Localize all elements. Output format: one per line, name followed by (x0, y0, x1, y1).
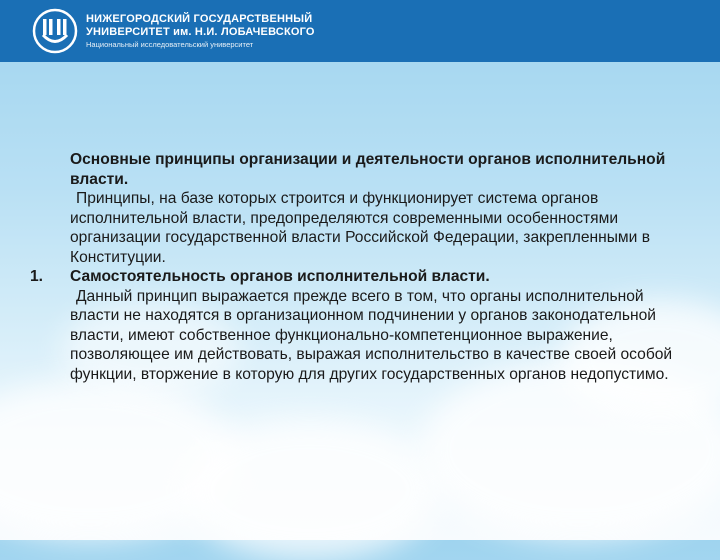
intro-paragraph: Принципы, на базе которых строится и функционирует система органов исполнительной власти, предопределяются современными особенностями организации государственной власти Российской Федерации, закрепленными в Конституции. (70, 190, 650, 266)
list-item-number: 1. (30, 268, 44, 285)
list-item-title (30, 267, 680, 287)
university-logo-icon (32, 8, 78, 54)
university-name-line1: НИЖЕГОРОДСКИЙ ГОСУДАРСТВЕННЫЙ (86, 13, 313, 25)
university-name-line2: УНИВЕРСИТЕТ им. Н.И. ЛОБАЧЕВСКОГО (86, 26, 315, 38)
university-subtitle: Национальный исследовательский университет (86, 40, 254, 49)
university-name (86, 13, 315, 51)
list-item-heading: Самостоятельность органов исполнительной власти. (70, 268, 490, 285)
slide-content (30, 150, 680, 384)
header-bar (0, 0, 720, 62)
slide-title: Основные принципы организации и деятельности органов исполнительной власти. (70, 151, 666, 188)
list-item-paragraph: Данный принцип выражается прежде всего в том, что органы исполнительной власти не находятся в организационном подчинении у органов законодательной власти, имеют собственное функционально-компетенционное выражение, позволяющее им действовать, выражая исполнительство в качестве своей особой функции, вторжение в которую для других государственных органов недопустимо. (70, 287, 673, 383)
